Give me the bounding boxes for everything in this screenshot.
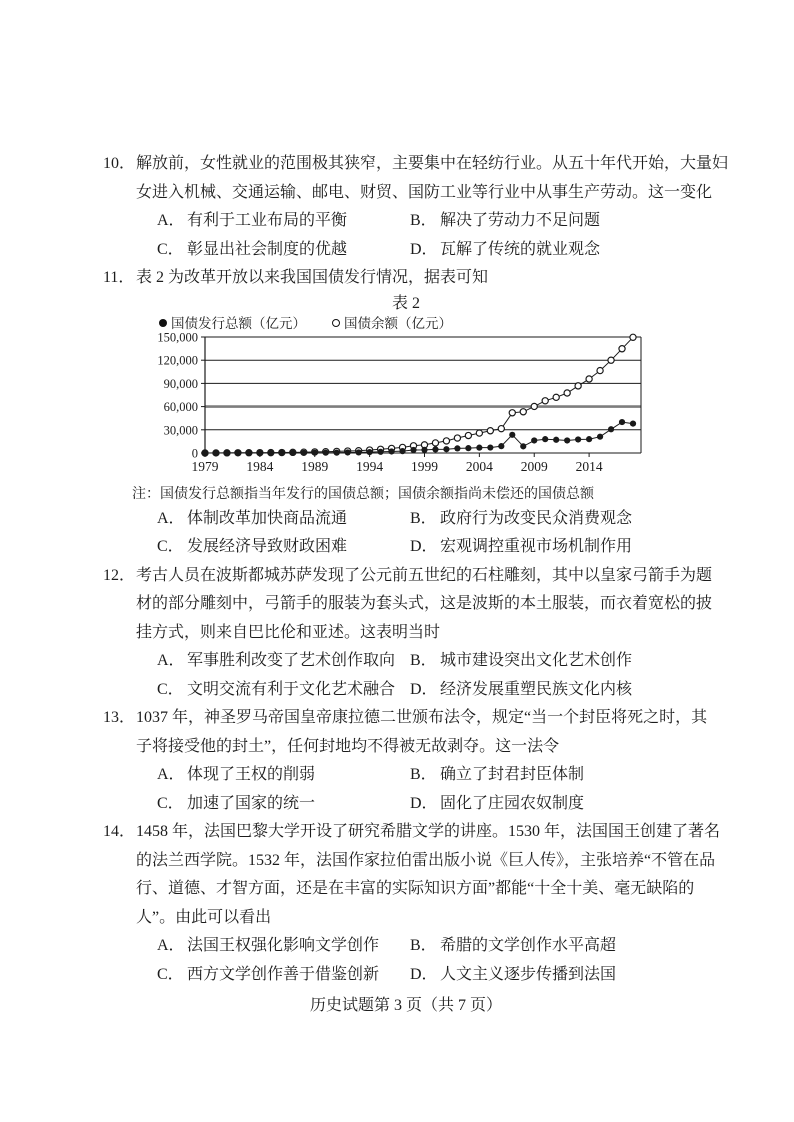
option-letter: D．: [410, 794, 438, 812]
option-text: 加速了国家的统一: [187, 794, 316, 812]
question-14-options-row: [103, 961, 709, 990]
svg-text:150,000: 150,000: [157, 332, 198, 344]
legend-item: [159, 315, 306, 332]
question-10: [103, 150, 729, 264]
question-10-options-row: [103, 236, 709, 265]
svg-text:1984: 1984: [246, 458, 274, 474]
question-14-stem-line-2: [103, 847, 716, 876]
option-letter: A．: [157, 652, 185, 669]
question-12-options-row: [103, 676, 709, 705]
option-text: 希腊的文学创作水平高超: [440, 937, 617, 954]
question-13-option-B: [410, 761, 584, 790]
svg-text:1999: 1999: [410, 458, 438, 474]
exam-content: [103, 150, 729, 1017]
option-letter: A．: [157, 766, 185, 783]
stem-text: 考古人员在波斯都城苏萨发现了公元前五世纪的石柱雕刻，其中以皇家弓箭手为题: [136, 566, 713, 584]
option-letter: D．: [410, 680, 438, 698]
option-text: 发展经济导致财政困难: [187, 538, 348, 555]
stem-text: 材的部分雕刻中，弓箭手的服装为套头式，这是波斯的本土服装，而衣着宽松的披: [136, 595, 713, 612]
legend-label: 国债发行总额（亿元）: [171, 315, 306, 331]
question-12-stem-line-2: [103, 590, 713, 619]
question-12: [103, 562, 713, 705]
question-11-option-C: [157, 533, 410, 562]
question-12-option-B: [410, 647, 632, 676]
chart-title: 表 2: [391, 294, 420, 312]
question-14-options-row: [103, 932, 709, 961]
svg-text:2009: 2009: [520, 458, 548, 474]
question-14-stem-line-1: [103, 818, 721, 847]
option-text: 有利于工业布局的平衡: [187, 212, 348, 229]
treasury-bond-chart-figure: [103, 293, 709, 505]
question-14-option-D: [410, 961, 616, 990]
question-10-option-A: [157, 207, 410, 236]
bond-chart-svg: [143, 333, 703, 480]
option-text: 城市建设突出文化艺术创作: [440, 652, 633, 669]
svg-text:1979: 1979: [191, 458, 219, 474]
question-12-option-C: [157, 676, 410, 705]
question-12-stem-line-1: [103, 562, 713, 591]
question-number: 13．: [103, 709, 136, 726]
question-13-option-C: [157, 790, 410, 819]
option-letter: A．: [157, 937, 185, 954]
question-12-option-D: [410, 676, 632, 705]
filled-dot-icon: [159, 319, 167, 327]
chart-note: 注：国债发行总额指当年发行的国债总额；国债余额指尚未偿还的国债总额: [132, 486, 594, 502]
question-12-stem-line-3: [103, 619, 709, 648]
option-text: 文明交流有利于文化艺术融合: [187, 680, 396, 698]
svg-text:60,000: 60,000: [163, 399, 198, 414]
option-letter: C．: [157, 965, 184, 983]
question-number: 10．: [103, 155, 136, 172]
question-14-option-C: [157, 961, 410, 990]
question-13-option-A: [157, 761, 410, 790]
question-13-option-D: [410, 790, 584, 819]
legend-item: [332, 315, 452, 332]
option-letter: B．: [410, 766, 437, 783]
question-11-options-row: [103, 505, 709, 534]
question-14-stem-line-3: [103, 875, 709, 904]
option-letter: B．: [410, 937, 437, 954]
question-10-option-C: [157, 236, 410, 265]
question-12-option-A: [157, 647, 410, 676]
option-text: 瓦解了传统的就业观念: [440, 240, 601, 258]
option-letter: C．: [157, 794, 184, 812]
question-11-options-row: [103, 533, 709, 562]
stem-text: 的法兰西学院。1532 年，法国作家拉伯雷出版小说《巨人传》，主张培养“不管在品: [136, 851, 716, 869]
question-10-options-row: [103, 207, 709, 236]
option-text: 固化了庄园农奴制度: [440, 794, 585, 812]
option-text: 解决了劳动力不足问题: [440, 212, 601, 229]
question-11: [103, 264, 709, 562]
stem-text: 表 2 为改革开放以来我国国债发行情况，据表可知: [136, 269, 489, 286]
svg-text:90,000: 90,000: [163, 376, 198, 391]
option-letter: C．: [157, 538, 184, 555]
option-letter: D．: [410, 538, 438, 555]
svg-text:0: 0: [191, 446, 198, 460]
option-letter: B．: [410, 652, 437, 669]
option-text: 经济发展重塑民族文化内核: [440, 680, 633, 698]
question-14-stem-line-4: [103, 904, 709, 933]
question-11-option-B: [410, 505, 632, 534]
option-letter: D．: [410, 965, 438, 983]
option-letter: C．: [157, 680, 184, 698]
svg-text:120,000: 120,000: [157, 353, 198, 368]
svg-text:2014: 2014: [575, 458, 603, 474]
option-text: 体制改革加快商品流通: [187, 509, 348, 527]
question-11-stem-line-1: [103, 264, 709, 293]
option-letter: D．: [410, 240, 438, 258]
question-14-option-A: [157, 932, 410, 961]
stem-text: 子将接受他的封土”，任何封地均不得被无故剥夺。这一法令: [136, 737, 560, 755]
option-letter: A．: [157, 509, 185, 527]
option-text: 人文主义逐步传播到法国: [440, 965, 617, 983]
question-11-option-D: [410, 533, 632, 562]
question-10-option-D: [410, 236, 600, 265]
question-13: [103, 704, 709, 818]
question-14: [103, 818, 721, 989]
svg-text:30,000: 30,000: [163, 422, 198, 437]
question-13-options-row: [103, 761, 709, 790]
stem-text: 挂方式，则来自巴比伦和亚述。这表明当时: [136, 623, 441, 641]
option-text: 法国王权强化影响文学创作: [187, 937, 380, 954]
chart-plot-area: [143, 333, 709, 485]
option-text: 西方文学创作善于借鉴创新: [187, 965, 380, 983]
svg-text:2004: 2004: [465, 458, 493, 474]
stem-text: 1037 年，神圣罗马帝国皇帝康拉德二世颁布法令，规定“当一个封臣将死之时，其: [136, 709, 708, 726]
option-text: 宏观调控重视市场机制作用: [440, 538, 633, 555]
question-13-options-row: [103, 790, 709, 819]
chart-legend: [159, 315, 709, 332]
option-text: 彰显出社会制度的优越: [187, 240, 348, 258]
option-text: 体现了王权的削弱: [187, 766, 316, 783]
page-footer: 历史试题第 3 页（共 7 页）: [309, 997, 502, 1014]
stem-text: 人”。由此可以看出: [136, 908, 272, 926]
question-number: 11．: [103, 269, 135, 286]
question-10-option-B: [410, 207, 600, 236]
question-number: 14．: [103, 823, 136, 840]
question-10-stem-line-2: [103, 179, 713, 208]
stem-text: 1458 年，法国巴黎大学开设了研究希腊文学的讲座。1530 年，法国国王创建了著名: [136, 823, 721, 840]
question-11-option-A: [157, 505, 410, 534]
option-letter: B．: [410, 212, 437, 229]
question-13-stem-line-1: [103, 704, 709, 733]
legend-label: 国债余额（亿元）: [344, 315, 452, 331]
questions-list: [103, 150, 729, 989]
stem-text: 解放前，女性就业的范围极其狭窄，主要集中在轻纺行业。从五十年代开始，大量妇: [136, 155, 729, 172]
question-12-options-row: [103, 647, 709, 676]
stem-text: 行、道德、才智方面，还是在丰富的实际知识方面”都能“十全十美、毫无缺陷的: [136, 880, 695, 897]
option-letter: A．: [157, 212, 185, 229]
svg-text:1989: 1989: [301, 458, 329, 474]
option-letter: B．: [410, 509, 437, 527]
question-14-option-B: [410, 932, 616, 961]
option-letter: C．: [157, 240, 184, 258]
option-text: 确立了封君封臣体制: [440, 766, 585, 783]
svg-text:1994: 1994: [356, 458, 384, 474]
open-circle-icon: [332, 319, 340, 327]
question-13-stem-line-2: [103, 733, 709, 762]
option-text: 政府行为改变民众消费观念: [440, 509, 633, 527]
option-text: 军事胜利改变了艺术创作取向: [187, 652, 396, 669]
stem-text: 女进入机械、交通运输、邮电、财贸、国防工业等行业中从事生产劳动。这一变化: [136, 183, 713, 201]
question-number: 12．: [103, 566, 136, 584]
question-10-stem-line-1: [103, 150, 729, 179]
